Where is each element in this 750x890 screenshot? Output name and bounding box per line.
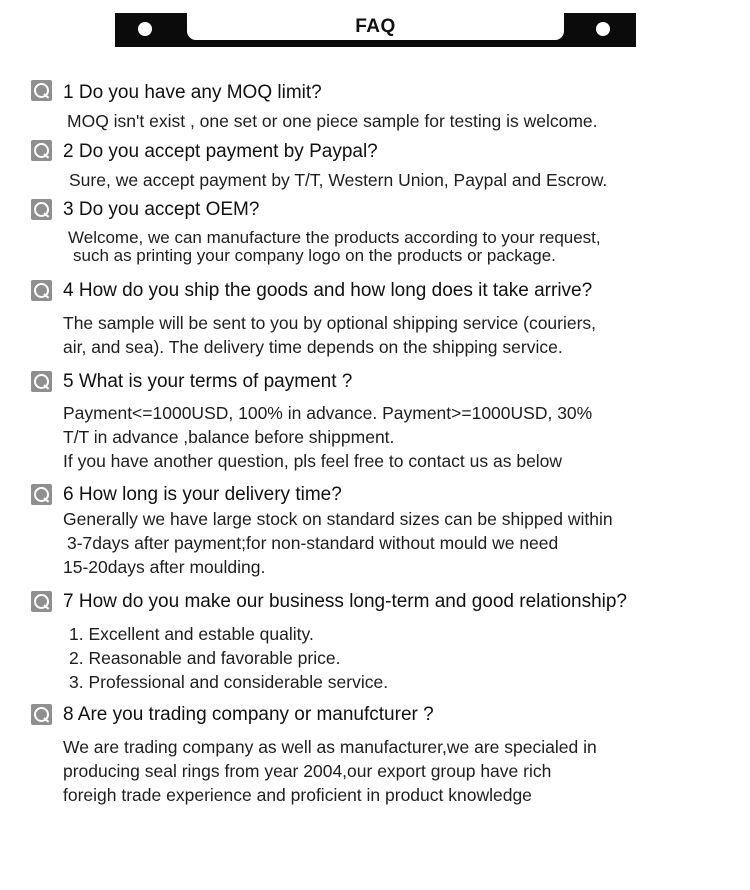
faq-answer-line: producing seal rings from year 2004,our export group have rich <box>63 761 552 781</box>
faq-answer-line: Payment<=1000USD, 100% in advance. Payment>=1000USD, 30% <box>63 403 593 423</box>
faq-question-6: 6 How long is your delivery time? <box>63 484 342 505</box>
question-icon <box>31 199 52 220</box>
faq-answer-7 <box>69 622 388 694</box>
faq-answer-3 <box>68 229 601 265</box>
faq-question-8: 8 Are you trading company or manufcturer ? <box>63 704 434 725</box>
faq-question-7: 7 How do you make our business long-term and good relationship? <box>63 591 627 612</box>
faq-answer-line: Generally we have large stock on standard sizes can be shipped within <box>63 509 613 529</box>
faq-answer-line: MOQ isn't exist , one set or one piece sample for testing is welcome. <box>67 111 598 131</box>
faq-list-item: 1. Excellent and estable quality. <box>69 624 314 644</box>
faq-answer-2 <box>69 168 607 192</box>
faq-answer-line: 3-7days after payment;for non-standard without mould we need <box>67 533 559 553</box>
question-icon <box>31 704 52 725</box>
question-icon <box>31 280 52 301</box>
faq-title: FAQ <box>355 16 396 37</box>
faq-answer-4 <box>63 311 596 359</box>
faq-answer-line: If you have another question, pls feel free to contact us as below <box>63 451 563 471</box>
faq-question-4: 4 How do you ship the goods and how long does it take arrive? <box>63 280 593 301</box>
faq-answer-line: T/T in advance ,balance before shippment. <box>63 427 395 447</box>
question-icon <box>31 80 52 101</box>
faq-question-2: 2 Do you accept payment by Paypal? <box>63 141 378 162</box>
faq-answer-line: We are trading company as well as manufacturer,we are specialed in <box>63 737 597 757</box>
banner-dot-right <box>596 22 610 36</box>
faq-answer-5 <box>63 401 592 473</box>
faq-list-item: 3. Professional and considerable service. <box>69 672 389 692</box>
faq-title-panel <box>187 13 564 40</box>
faq-header-banner <box>115 13 636 47</box>
faq-answer-line: foreigh trade experience and proficient in product knowledge <box>63 785 532 805</box>
faq-list-item: 2. Reasonable and favorable price. <box>69 648 341 668</box>
faq-answer-line: The sample will be sent to you by optional shipping service (couriers, <box>63 313 597 333</box>
faq-question-5: 5 What is your terms of payment ? <box>63 371 353 392</box>
faq-answer-line: Sure, we accept payment by T/T, Western Union, Paypal and Escrow. <box>69 170 608 190</box>
faq-answer-line: 15-20days after moulding. <box>63 557 266 577</box>
faq-answer-6 <box>63 507 613 579</box>
question-icon <box>31 140 52 161</box>
question-icon <box>31 484 52 505</box>
question-icon <box>31 371 52 392</box>
faq-question-1: 1 Do you have any MOQ limit? <box>63 82 322 103</box>
faq-answer-line: Welcome, we can manufacture the products according to your request, <box>68 228 601 247</box>
faq-answer-line: air, and sea). The delivery time depends on the shipping service. <box>63 337 563 357</box>
faq-answer-line: such as printing your company logo on the products or package. <box>73 246 556 265</box>
question-icon <box>31 591 52 612</box>
faq-answer-1 <box>67 109 598 133</box>
banner-dot-left <box>138 22 152 36</box>
faq-answer-8 <box>63 735 597 807</box>
faq-question-3: 3 Do you accept OEM? <box>63 199 260 220</box>
